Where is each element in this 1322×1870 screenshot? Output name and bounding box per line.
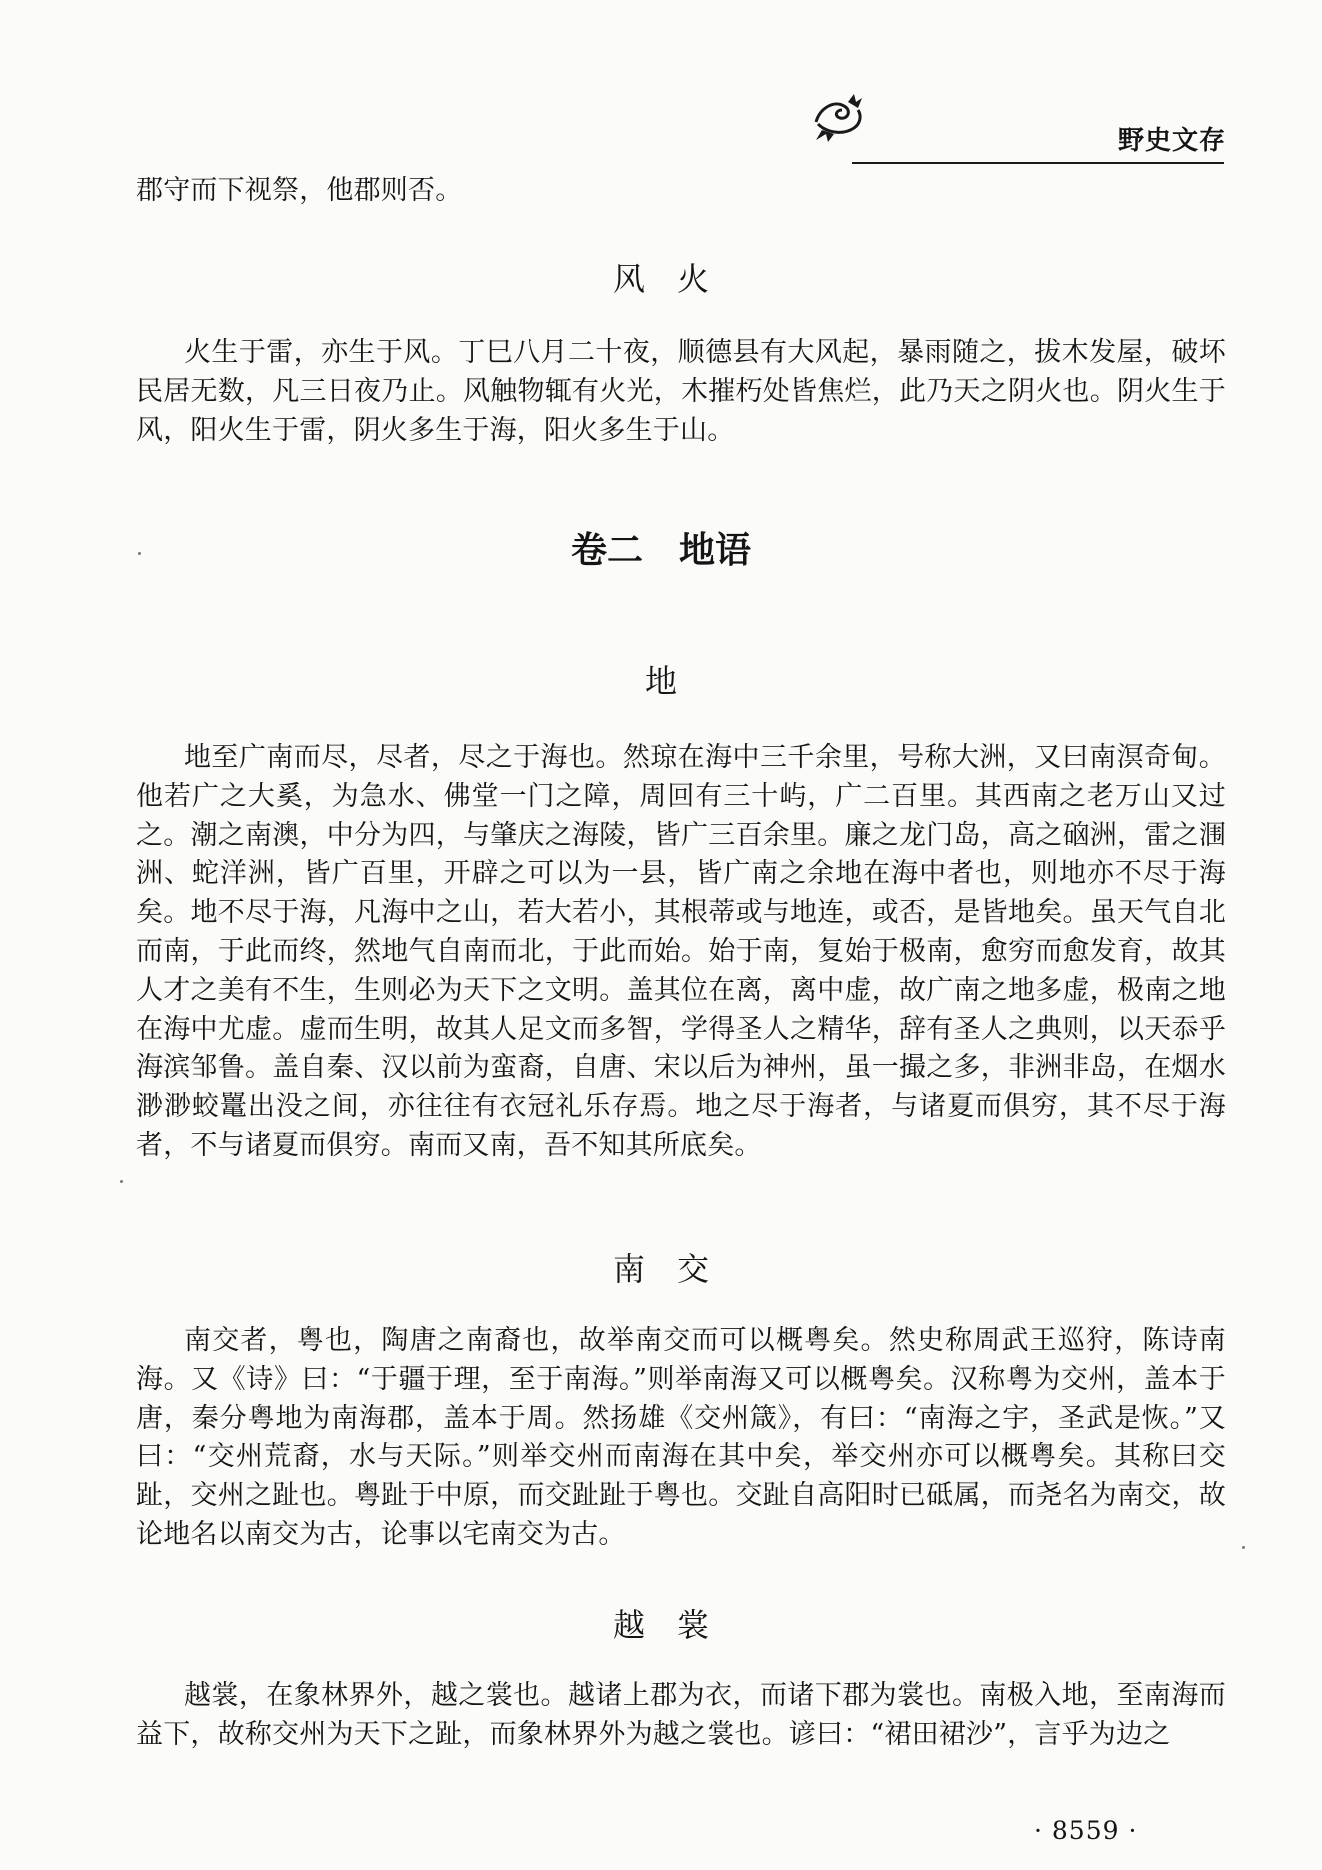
juan-title: 卷二 地语 <box>570 530 751 571</box>
section-text-nanjiao: 南交者，粤也，陶唐之南裔也，故举南交而可以概粤矣。然史称周武王巡狩，陈诗南海。又《诗》曰：“于疆于理，至于南海。”则举南海又可以概粤矣。汉称粤为交州，盖本于唐，秦分粤地为南海郡，盖本于周。然扬雄《交州箴》，有曰：“南海之宇，圣武是恢。”又曰：“交州荒裔，水与天际。”则举交州而南海在其中矣，举交州亦可以概粤矣。其称曰交趾，交州之趾也。粤趾于中原，而交趾趾于粤也。交趾自高阳时已砥属，而尧名为南交，故论地名以南交为古，论事以宅南交为古。 <box>136 1325 1226 1550</box>
section-text-yuechang: 越裳，在象林界外，越之裳也。越诸上郡为衣，而诸下郡为裳也。南极入地，至南海而益下，故称交州为天下之趾，而象林界外为越之裳也。谚曰：“裙田裙沙”，言乎为边之 <box>136 1680 1226 1750</box>
page-number: · 8559 · <box>1034 1816 1138 1845</box>
dragon-logo-icon <box>808 88 868 148</box>
header-title: 野史文存 <box>1118 126 1227 156</box>
header-rule <box>852 162 1224 164</box>
scan-speck <box>138 552 141 555</box>
continuation-paragraph: 郡守而下视祭，他郡则否。 <box>136 175 463 206</box>
section-text-di: 地至广南而尽，尽者，尽之于海也。然琼在海中三千余里，号称大洲，又曰南溟奇甸。他若广之大奚，为急水、佛堂一门之障，周回有三十屿，广二百里。其西南之老万山又过之。潮之南澳，中分为四，与肇庆之海陵，皆广三百余里。廉之龙门岛，高之硇洲，雷之涠洲、蛇洋洲，皆广百里，开辟之可以为一县，皆广南之余地在海中者也，则地亦不尽于海矣。地不尽于海，凡海中之山，若大若小，其根蒂或与地连，或否，是皆地矣。虽天气自北而南，于此而终，然地气自南而北，于此而始。始于南，复始于极南，愈穷而愈发育，故其人才之美有不生，生则必为天下之文明。盖其位在离，离中虚，故广南之地多虚，极南之地在海中尤虚。虚而生明，故其人足文而多智，学得圣人之精华，辞有圣人之典则，以天忝乎海滨邹鲁。盖自秦、汉以前为蛮裔，自唐、宋以后为神州，虽一撮之多，非洲非岛，在烟水渺渺蛟鼍出没之间，亦往往有衣冠礼乐存焉。地之尽于海者，与诸夏而俱穷，其不尽于海者，不与诸夏而俱穷。南而又南，吾不知其所底矣。 <box>136 742 1226 1161</box>
section-title-yuechang: 越 裳 <box>612 1606 709 1644</box>
section-title-fenghuo: 风 火 <box>612 260 709 298</box>
section-title-di: 地 <box>644 662 677 700</box>
section-title-nanjiao: 南 交 <box>612 1250 709 1288</box>
section-text-fenghuo: 火生于雷，亦生于风。丁巳八月二十夜，顺德县有大风起，暴雨随之，拔木发屋，破坏民居无数，凡三日夜乃止。风触物辄有火光，木摧朽处皆焦烂，此乃天之阴火也。阴火生于风，阳火生于雷，阴火多生于海，阳火多生于山。 <box>136 337 1226 446</box>
scan-speck <box>120 1180 123 1183</box>
scan-speck <box>1242 1546 1245 1549</box>
